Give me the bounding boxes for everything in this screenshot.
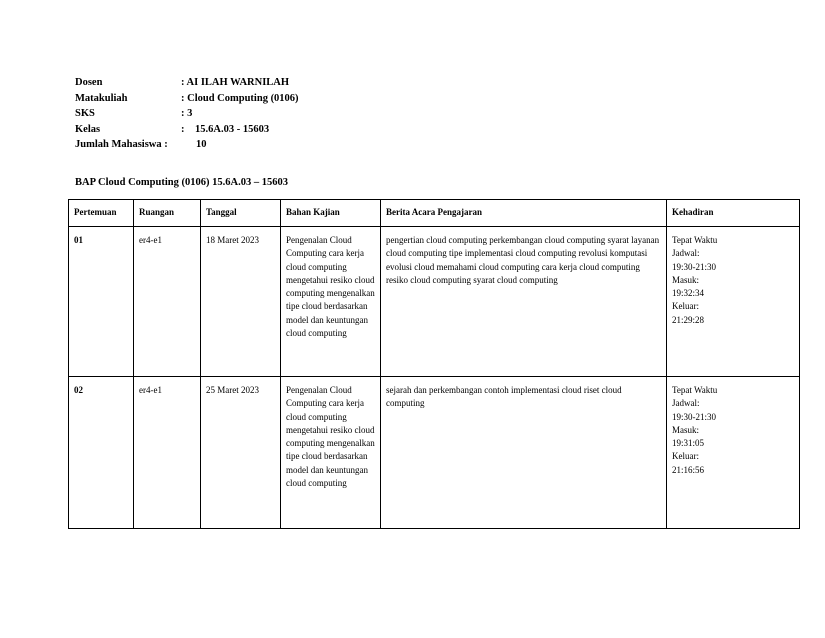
header-kehadiran: Kehadiran (667, 200, 800, 227)
cell-ruangan: er4-e1 (134, 377, 201, 529)
table-header-row (69, 200, 800, 227)
sks-label: SKS (75, 108, 95, 119)
header-pertemuan: Pertemuan (69, 200, 134, 227)
kehadiran-status: Tepat Waktu (672, 385, 718, 395)
masuk-value: 19:31:05 (672, 438, 705, 449)
cell-tanggal: 25 Maret 2023 (201, 377, 281, 529)
matakuliah-value: : Cloud Computing (0106) (181, 92, 299, 104)
kehadiran-status: Tepat Waktu (672, 235, 718, 245)
cell-tanggal: 18 Maret 2023 (201, 227, 281, 377)
jadwal-label: Jadwal: (672, 248, 700, 259)
cell-berita-acara: sejarah dan perkembangan contoh implementasi cloud riset cloud computing (381, 377, 667, 529)
cell-kehadiran (667, 377, 800, 529)
keluar-value: 21:29:28 (672, 314, 705, 325)
cell-bahan-kajian: Pengenalan Cloud Computing cara kerja cloud computing mengetahui resiko cloud computing mengenalkan tipe cloud berdasarkan model dan keuntungan cloud computing (281, 227, 381, 377)
kelas-value: : 15.6A.03 - 15603 (181, 123, 270, 135)
header-bahan-kajian: Bahan Kajian (281, 200, 381, 227)
dosen-value: : AI ILAH WARNILAH (181, 77, 290, 88)
keluar-value: 21:16:56 (672, 464, 705, 475)
header-ruangan: Ruangan (134, 200, 201, 227)
table-row (69, 377, 800, 529)
header-berita-acara: Berita Acara Pengajaran (381, 200, 667, 227)
kelas-label: Kelas (75, 123, 101, 135)
cell-bahan-kajian: Pengenalan Cloud Computing cara kerja cloud computing mengetahui resiko cloud computing mengenalkan tipe cloud berdasarkan model dan keuntungan cloud computing (281, 377, 381, 529)
masuk-label: Masuk: (672, 274, 699, 285)
dosen-label: Dosen (75, 77, 103, 88)
cell-ruangan: er4-e1 (134, 227, 201, 377)
keluar-label: Keluar: (672, 451, 699, 462)
cell-berita-acara: pengertian cloud computing perkembangan cloud computing syarat layanan cloud computing tipe implementasi cloud computing revolusi komputasi evolusi cloud memahami cloud computing cara kerja cloud computing resiko cloud computing syarat cloud computing (381, 227, 667, 377)
page-title: BAP Cloud Computing (0106) 15.6A.03 – 15603 (75, 177, 288, 188)
cell-kehadiran (667, 227, 800, 377)
bap-table (68, 199, 800, 529)
keluar-label: Keluar: (672, 301, 699, 312)
jumlah-value: 10 (196, 139, 207, 150)
cell-pertemuan: 02 (69, 377, 134, 529)
jadwal-value: 19:30-21:30 (672, 411, 716, 422)
jadwal-value: 19:30-21:30 (672, 261, 716, 272)
masuk-label: Masuk: (672, 424, 699, 435)
matakuliah-label: Matakuliah (75, 92, 128, 104)
masuk-value: 19:32:34 (672, 288, 705, 299)
jadwal-label: Jadwal: (672, 398, 700, 409)
header-tanggal: Tanggal (201, 200, 281, 227)
sks-value: : 3 (181, 108, 193, 119)
table-row (69, 227, 800, 377)
jumlah-label: Jumlah Mahasiswa : (75, 139, 168, 150)
cell-pertemuan: 01 (69, 227, 134, 377)
